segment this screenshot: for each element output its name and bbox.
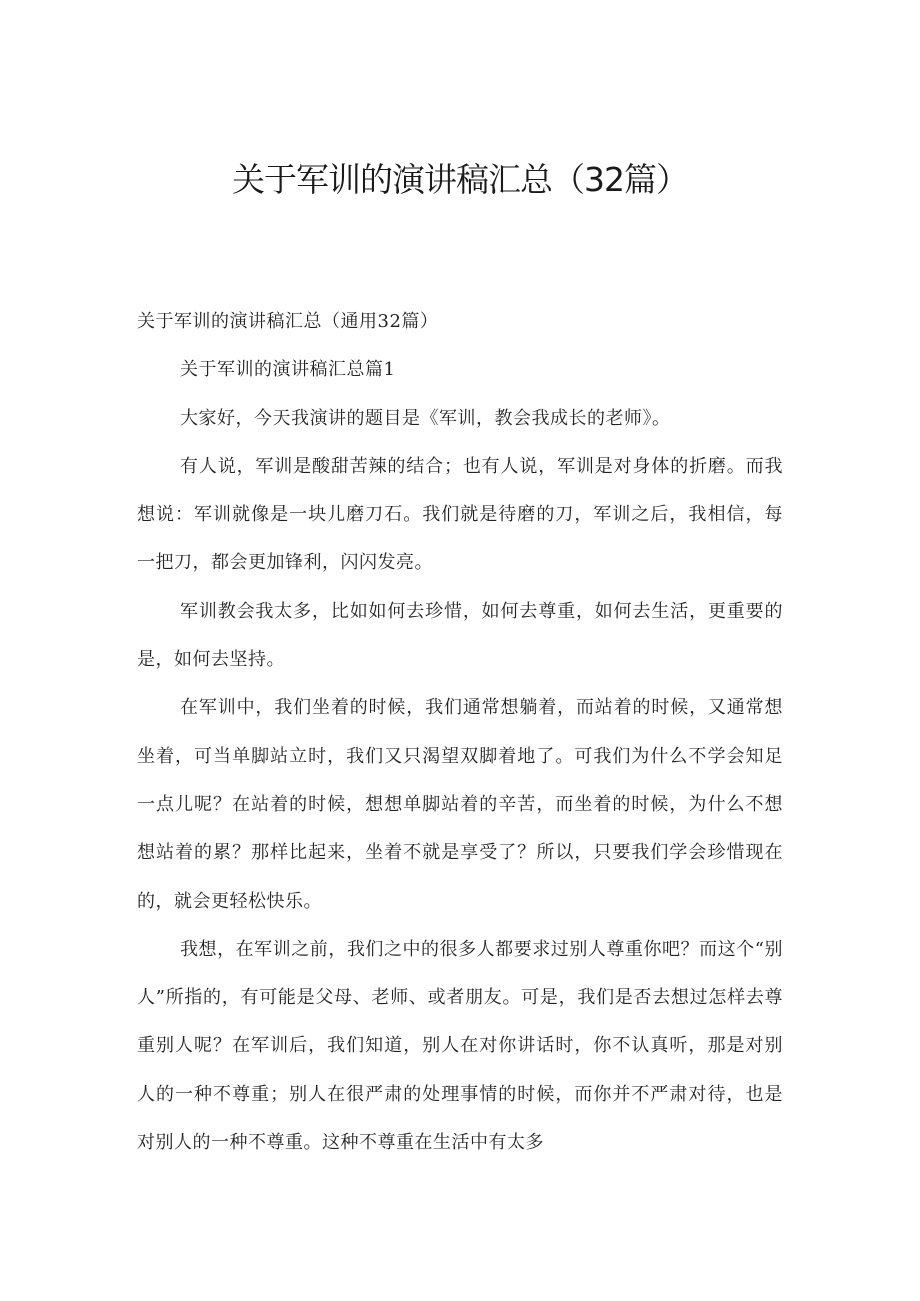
document-body bbox=[137, 298, 783, 1167]
paragraph: 有人说，军训是酸甜苦辣的结合；也有人说，军训是对身体的折磨。而我想说：军训就像是一块儿磨刀石。我们就是待磨的刀，军训之后，我相信，每一把刀，都会更加锋利，闪闪发亮。 bbox=[137, 455, 783, 574]
section-heading: 关于军训的演讲稿汇总篇1 bbox=[180, 359, 396, 381]
document-subtitle: 关于军训的演讲稿汇总（通用32篇） bbox=[137, 311, 439, 332]
paragraph: 我想，在军训之前，我们之中的很多人都要求过别人尊重你吧？而这个“别人”所指的，有可能是父母、老师、或者朋友。可是，我们是否去想过怎样去尊重别人呢？在军训后，我们知道，别人在对你讲话时，你不认真听，那是对别人的一种不尊重；别人在很严肃的处理事情的时候，而你并不严肃对待，也是对别人的一种不尊重。这种不尊重在生活中有太多 bbox=[137, 938, 783, 1154]
paragraph: 军训教会我太多，比如如何去珍惜，如何去尊重，如何去生活，更重要的是，如何去坚持。 bbox=[137, 600, 783, 671]
paragraph: 在军训中，我们坐着的时候，我们通常想躺着，而站着的时候，又通常想坐着，可当单脚站立时，我们又只渴望双脚着地了。可我们为什么不学会知足一点儿呢？在站着的时候，想想单脚站着的辛苦，而坐着的时候，为什么不想想站着的累？那样比起来，坐着不就是享受了？所以，只要我们学会珍惜现在的，就会更轻松快乐。 bbox=[137, 697, 783, 912]
document-title: 关于军训的演讲稿汇总（32篇） bbox=[232, 160, 688, 199]
paragraph: 大家好，今天我演讲的题目是《军训，教会我成长的老师》。 bbox=[180, 407, 671, 429]
